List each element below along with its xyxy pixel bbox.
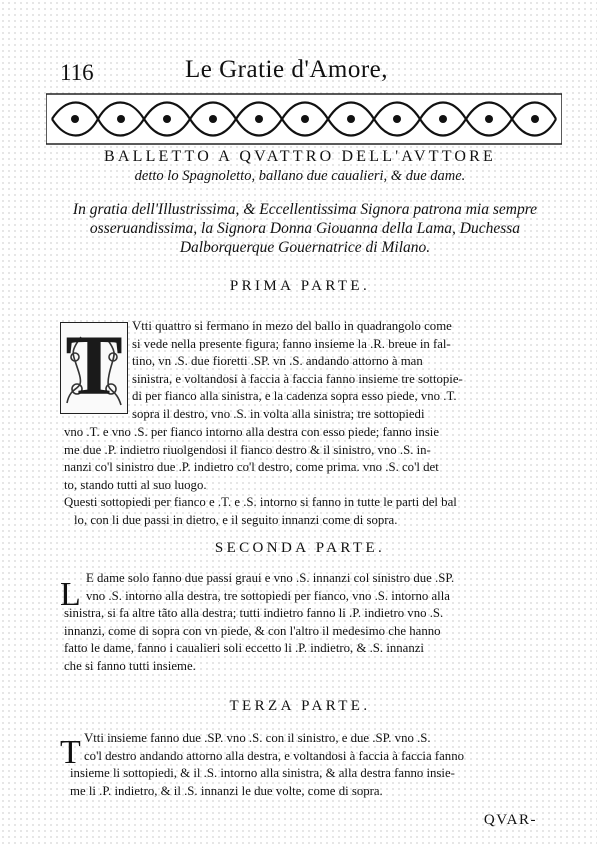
section-heading-seconda: SECONDA PARTE. (214, 540, 386, 556)
text-line: vno .T. e vno .S. per fianco intorno alla destra con esso piede; fanno insie (64, 425, 440, 439)
text-line: me due .P. indietro riuolgendosi il fianco destro & il sinistro, vno .S. in- (64, 442, 431, 457)
text-line: fatto le dame, fanno i caualieri soli eccetto li .P. indietro, & .S. innanzi (64, 641, 424, 656)
text-line: sinistra, e voltandosi à faccia à faccia fanno insieme tre sottopie- (132, 371, 463, 386)
dedication-line: osseruandissima, la Signora Donna Giouanna della Lama, Duchessa (89, 220, 521, 237)
text-line: sinistra, si fa altre tãto alla destra; tutti indietro fanno li .P. indietro vno .S. (64, 606, 444, 620)
dance-subtitle: detto lo Spagnoletto, ballano due caualieri, & due dame. (134, 168, 466, 184)
section-text-prima-b (64, 424, 544, 530)
dropcap-letter: T (65, 317, 123, 413)
decorated-initial (60, 317, 128, 414)
text-line: nanzi co'l sinistro due .P. indietro co'l destro, come prima. vno .S. co'l det (64, 460, 439, 475)
section-text-seconda-a (86, 570, 546, 605)
initial-letter: L (60, 576, 81, 613)
text-line: che si fanno tutti insieme. (64, 658, 196, 673)
text-line: E dame solo fanno due passi graui e vno .S. innanzi col sinistro due .SP. (86, 571, 455, 585)
text-line: innanzi, come di sopra con vn piede, & con l'altro il medesimo che hanno (64, 623, 441, 638)
dedication-line: Dalborquerque Gouernatrice di Milano. (179, 239, 431, 256)
page-header (60, 54, 560, 88)
text-line: co'l destro andando attorno alla destra, e voltandosi à faccia à faccia fanno (84, 748, 464, 763)
text-line: si vede nella presente figura; fanno insieme la .R. breue in fal- (132, 336, 451, 351)
text-line: Questi sottopiedi per fianco e .T. e .S. intorno si fanno in tutte le parti del bal (64, 495, 457, 510)
section-text-seconda-b (64, 605, 546, 675)
text-line: lo, con li due passi in dietro, e il seguito innanzi come di sopra. (74, 512, 398, 527)
dance-title: BALLETTO A QVATTRO DELL'AVTTORE (103, 148, 496, 165)
text-line: insieme li sottopiedi, & il .S. intorno alla sinistra, & alla destra fanno insie- (70, 766, 455, 780)
dedication-line: In gratia dell'Illustrissima, & Eccellentissima Signora patrona mia sempre (72, 201, 538, 218)
catchword: QVAR- (483, 812, 537, 828)
text-line: vno .S. intorno alla destra, tre sottopiedi per fianco, vno .S. intorno alla (86, 588, 450, 603)
text-line: Vtti insieme fanno due .SP. vno .S. con il sinistro, e due .SP. vno .S. (84, 731, 431, 745)
text-line: Vtti quattro si fermano in mezo del ballo in quadrangolo come (132, 319, 452, 333)
page-number: 116 (60, 60, 94, 85)
text-line: sopra il destro, vno .S. in volta alla sinistra; tre sottopiedi (132, 406, 425, 421)
text-line: di per fianco alla sinistra, e la cadenza sopra esso piede, vno .T. (132, 389, 457, 404)
dedication (60, 200, 550, 257)
initial-letter: T (60, 734, 81, 771)
running-title: Le Gratie d'Amore, (185, 56, 389, 83)
section-text-terza-a (84, 730, 546, 765)
section-text-prima-a (132, 318, 542, 424)
text-line: tino, vn .S. due fioretti .SP. vn .S. andando attorno à man (132, 354, 423, 369)
section-heading-prima: PRIMA PARTE. (229, 278, 371, 294)
text-line: to, stando tutti al suo luogo. (64, 477, 207, 492)
ornamental-band-icon (46, 93, 562, 145)
section-text-terza-b (70, 765, 546, 800)
text-line: me li .P. indietro, & il .S. innanzi le due volte, come di sopra. (70, 783, 383, 798)
section-heading-terza: TERZA PARTE. (229, 698, 371, 714)
